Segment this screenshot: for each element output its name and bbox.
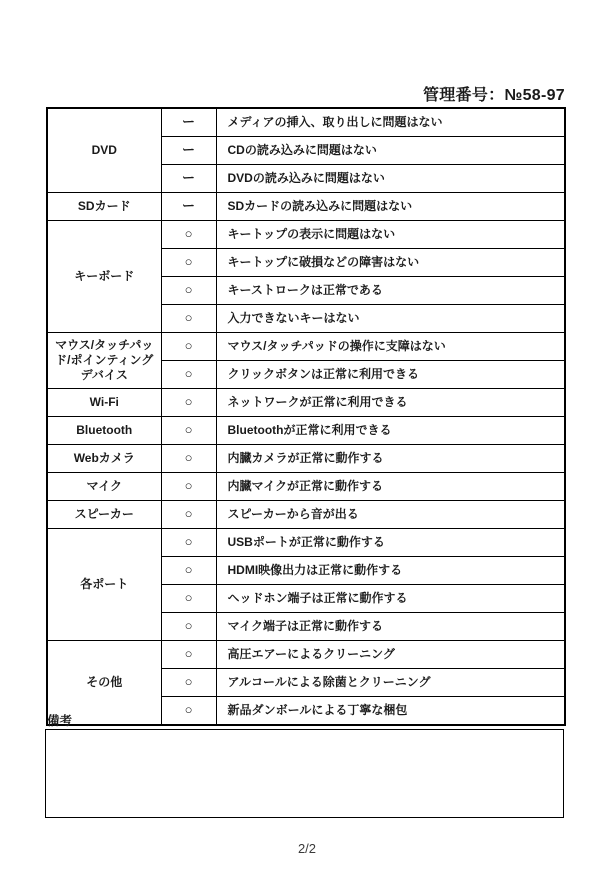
result-mark-cell: ○ [161, 669, 216, 697]
description-cell: メディアの挿入、取り出しに問題はない [216, 108, 565, 137]
description-cell: マイク端子は正常に動作する [216, 613, 565, 641]
result-mark-cell: ○ [161, 557, 216, 585]
description-cell: USBポートが正常に動作する [216, 529, 565, 557]
remarks-box [45, 729, 564, 818]
category-cell: マウス/タッチパッド/ポインティングデバイス [47, 333, 161, 389]
result-mark-cell: ○ [161, 389, 216, 417]
description-cell: アルコールによる除菌とクリーニング [216, 669, 565, 697]
description-cell: キートップに破損などの障害はない [216, 249, 565, 277]
result-mark-cell: ○ [161, 221, 216, 249]
result-mark-cell: ○ [161, 333, 216, 361]
description-cell: 高圧エアーによるクリーニング [216, 641, 565, 669]
remarks-label: 備考 [47, 714, 73, 728]
result-mark-cell: ー [161, 137, 216, 165]
description-cell: 内臓マイクが正常に動作する [216, 473, 565, 501]
description-cell: ヘッドホン端子は正常に動作する [216, 585, 565, 613]
category-cell: マイク [47, 473, 161, 501]
result-mark-cell: ○ [161, 585, 216, 613]
result-mark-cell: ○ [161, 277, 216, 305]
description-cell: スピーカーから音が出る [216, 501, 565, 529]
description-cell: Bluetoothが正常に利用できる [216, 417, 565, 445]
category-cell: DVD [47, 108, 161, 193]
description-cell: HDMI映像出力は正常に動作する [216, 557, 565, 585]
table-row [47, 417, 565, 445]
description-cell: 入力できないキーはない [216, 305, 565, 333]
result-mark-cell: ○ [161, 249, 216, 277]
result-mark-cell: ○ [161, 501, 216, 529]
table-row [47, 221, 565, 249]
category-cell: キーボード [47, 221, 161, 333]
description-cell: CDの読み込みに問題はない [216, 137, 565, 165]
result-mark-cell: ○ [161, 473, 216, 501]
inspection-checklist-table [46, 107, 566, 726]
table-row [47, 333, 565, 361]
table-row [47, 389, 565, 417]
description-cell: 内臓カメラが正常に動作する [216, 445, 565, 473]
category-cell: スピーカー [47, 501, 161, 529]
result-mark-cell: ー [161, 193, 216, 221]
result-mark-cell: ○ [161, 529, 216, 557]
description-cell: 新品ダンボールによる丁寧な梱包 [216, 697, 565, 726]
table-row [47, 445, 565, 473]
result-mark-cell: ○ [161, 445, 216, 473]
description-cell: ネットワークが正常に利用できる [216, 389, 565, 417]
result-mark-cell: ○ [161, 613, 216, 641]
description-cell: キーストロークは正常である [216, 277, 565, 305]
description-cell: キートップの表示に問題はない [216, 221, 565, 249]
table-row [47, 193, 565, 221]
result-mark-cell: ○ [161, 417, 216, 445]
table-row [47, 529, 565, 557]
description-cell: SDカードの読み込みに問題はない [216, 193, 565, 221]
result-mark-cell: ー [161, 108, 216, 137]
table-row [47, 641, 565, 669]
result-mark-cell: ー [161, 165, 216, 193]
table-row [47, 473, 565, 501]
description-cell: クリックボタンは正常に利用できる [216, 361, 565, 389]
category-cell: SDカード [47, 193, 161, 221]
management-number: 管理番号：№58-97 [422, 87, 565, 104]
description-cell: マウス/タッチパッドの操作に支障はない [216, 333, 565, 361]
result-mark-cell: ○ [161, 361, 216, 389]
page-number: 2/2 [297, 841, 317, 856]
category-cell: Webカメラ [47, 445, 161, 473]
category-cell: 各ポート [47, 529, 161, 641]
result-mark-cell: ○ [161, 305, 216, 333]
result-mark-cell: ○ [161, 697, 216, 726]
table-row [47, 108, 565, 137]
description-cell: DVDの読み込みに問題はない [216, 165, 565, 193]
category-cell: Bluetooth [47, 417, 161, 445]
category-cell: Wi-Fi [47, 389, 161, 417]
result-mark-cell: ○ [161, 641, 216, 669]
category-cell: その他 [47, 641, 161, 726]
table-row [47, 501, 565, 529]
